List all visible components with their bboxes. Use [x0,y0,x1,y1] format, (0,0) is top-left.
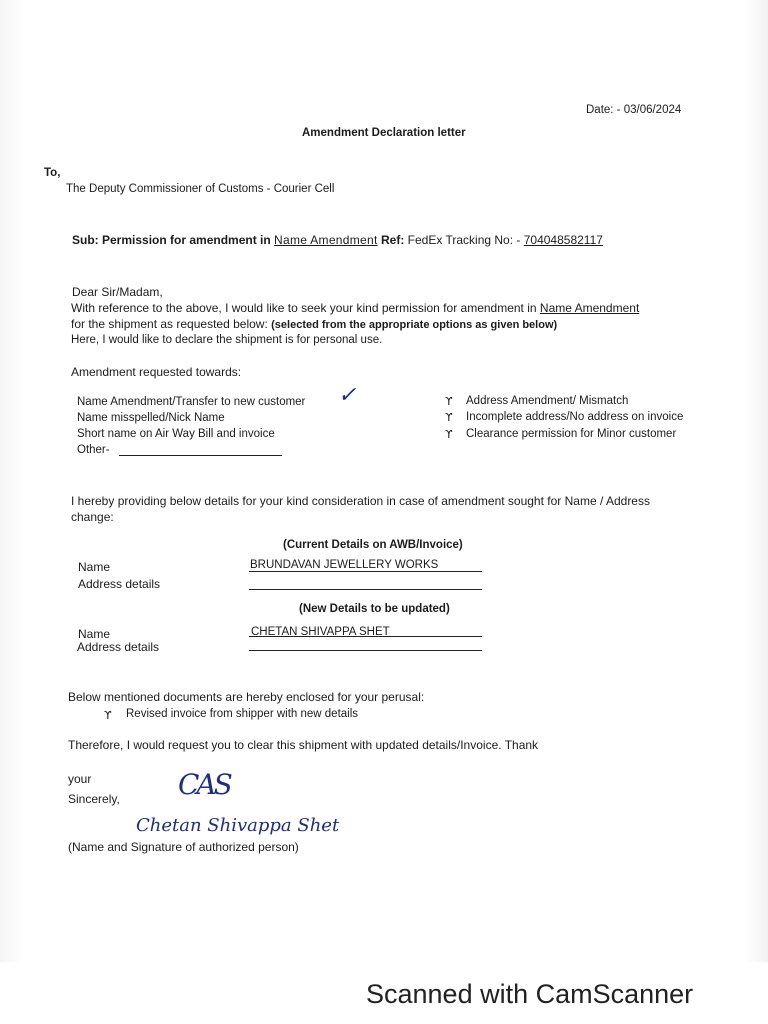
bullet-icon: ϒ [445,395,453,408]
body-line-2b: (selected from the appropriate options as given below) [271,319,558,331]
body-line-1-text: With reference to the above, I would like to seek your kind permission for amendment in [71,301,537,315]
option-right-2: Incomplete address/No address on invoice [466,411,684,423]
new-address-line [249,650,482,651]
letter-date: Date: - 03/06/2024 [586,104,682,116]
new-name-value: CHETAN SHIVAPPA SHET [251,626,390,638]
documents-intro: Below mentioned documents are hereby enclosed for your perusal: [68,690,425,704]
closing-line-2: your [68,772,92,786]
current-name-label: Name [78,560,111,574]
current-name-line [249,571,482,572]
to-label: To, [44,167,61,179]
option-left-4: Other- [77,444,110,456]
subject-prefix: Sub: Permission for amendment in [72,233,271,247]
bullet-icon: ϒ [104,709,112,722]
new-details-heading: (New Details to be updated) [299,603,450,615]
option-left-3: Short name on Air Way Bill and invoice [77,428,275,440]
body-line-3: Here, I would like to declare the shipment is for personal use. [71,334,383,346]
signature-scribble: CAS [178,768,230,801]
body-line-2 [71,317,557,332]
camscanner-watermark: Scanned with CamScanner [366,979,694,1009]
new-name-line [249,636,482,637]
salutation: Dear Sir/Madam, [72,285,163,299]
bullet-icon: ϒ [445,411,453,424]
details-intro-1: I hereby providing below details for your kind consideration in case of amendment sought for Name / Address [71,494,650,508]
subject-amendment-type: Name Amendment [274,233,378,247]
checkmark: ✓ [338,383,357,408]
option-left-1: Name Amendment/Transfer to new customer [77,396,306,408]
signature-name: Chetan Shivappa Shet [136,815,340,836]
letter-title: Amendment Declaration letter [302,127,466,139]
option-left-2: Name misspelled/Nick Name [77,412,225,424]
current-address-line [249,589,482,590]
details-intro-2: change: [71,510,114,524]
closing-line-1: Therefore, I would request you to clear this shipment with updated details/Invoice. Thank [68,738,539,752]
tracking-number: 704048582117 [523,233,603,247]
body-line-1-type: Name Amendment [539,301,640,315]
new-address-label: Address details [77,640,160,654]
body-line-2a: for the shipment as requested below: [71,317,268,331]
subject-ref-label: Ref: [380,233,405,247]
other-fill-line [119,455,282,456]
current-name-value: BRUNDAVAN JEWELLERY WORKS [250,559,439,571]
signature-caption: (Name and Signature of authorized person) [68,840,299,854]
amendment-heading: Amendment requested towards: [71,365,242,379]
option-right-1: Address Amendment/ Mismatch [466,395,629,407]
sincerely: Sincerely, [68,792,120,806]
body-line-1 [71,301,639,315]
subject-ref-text: FedEx Tracking No: - [407,233,521,247]
current-address-label: Address details [78,577,161,591]
documents-item: Revised invoice from shipper with new details [126,708,359,720]
option-right-3: Clearance permission for Minor customer [466,428,677,440]
bullet-icon: ϒ [445,428,453,441]
current-details-heading: (Current Details on AWB/Invoice) [283,539,463,551]
subject-line [72,233,603,247]
addressee: The Deputy Commissioner of Customs - Courier Cell [66,183,335,195]
new-name-label: Name [78,627,111,641]
